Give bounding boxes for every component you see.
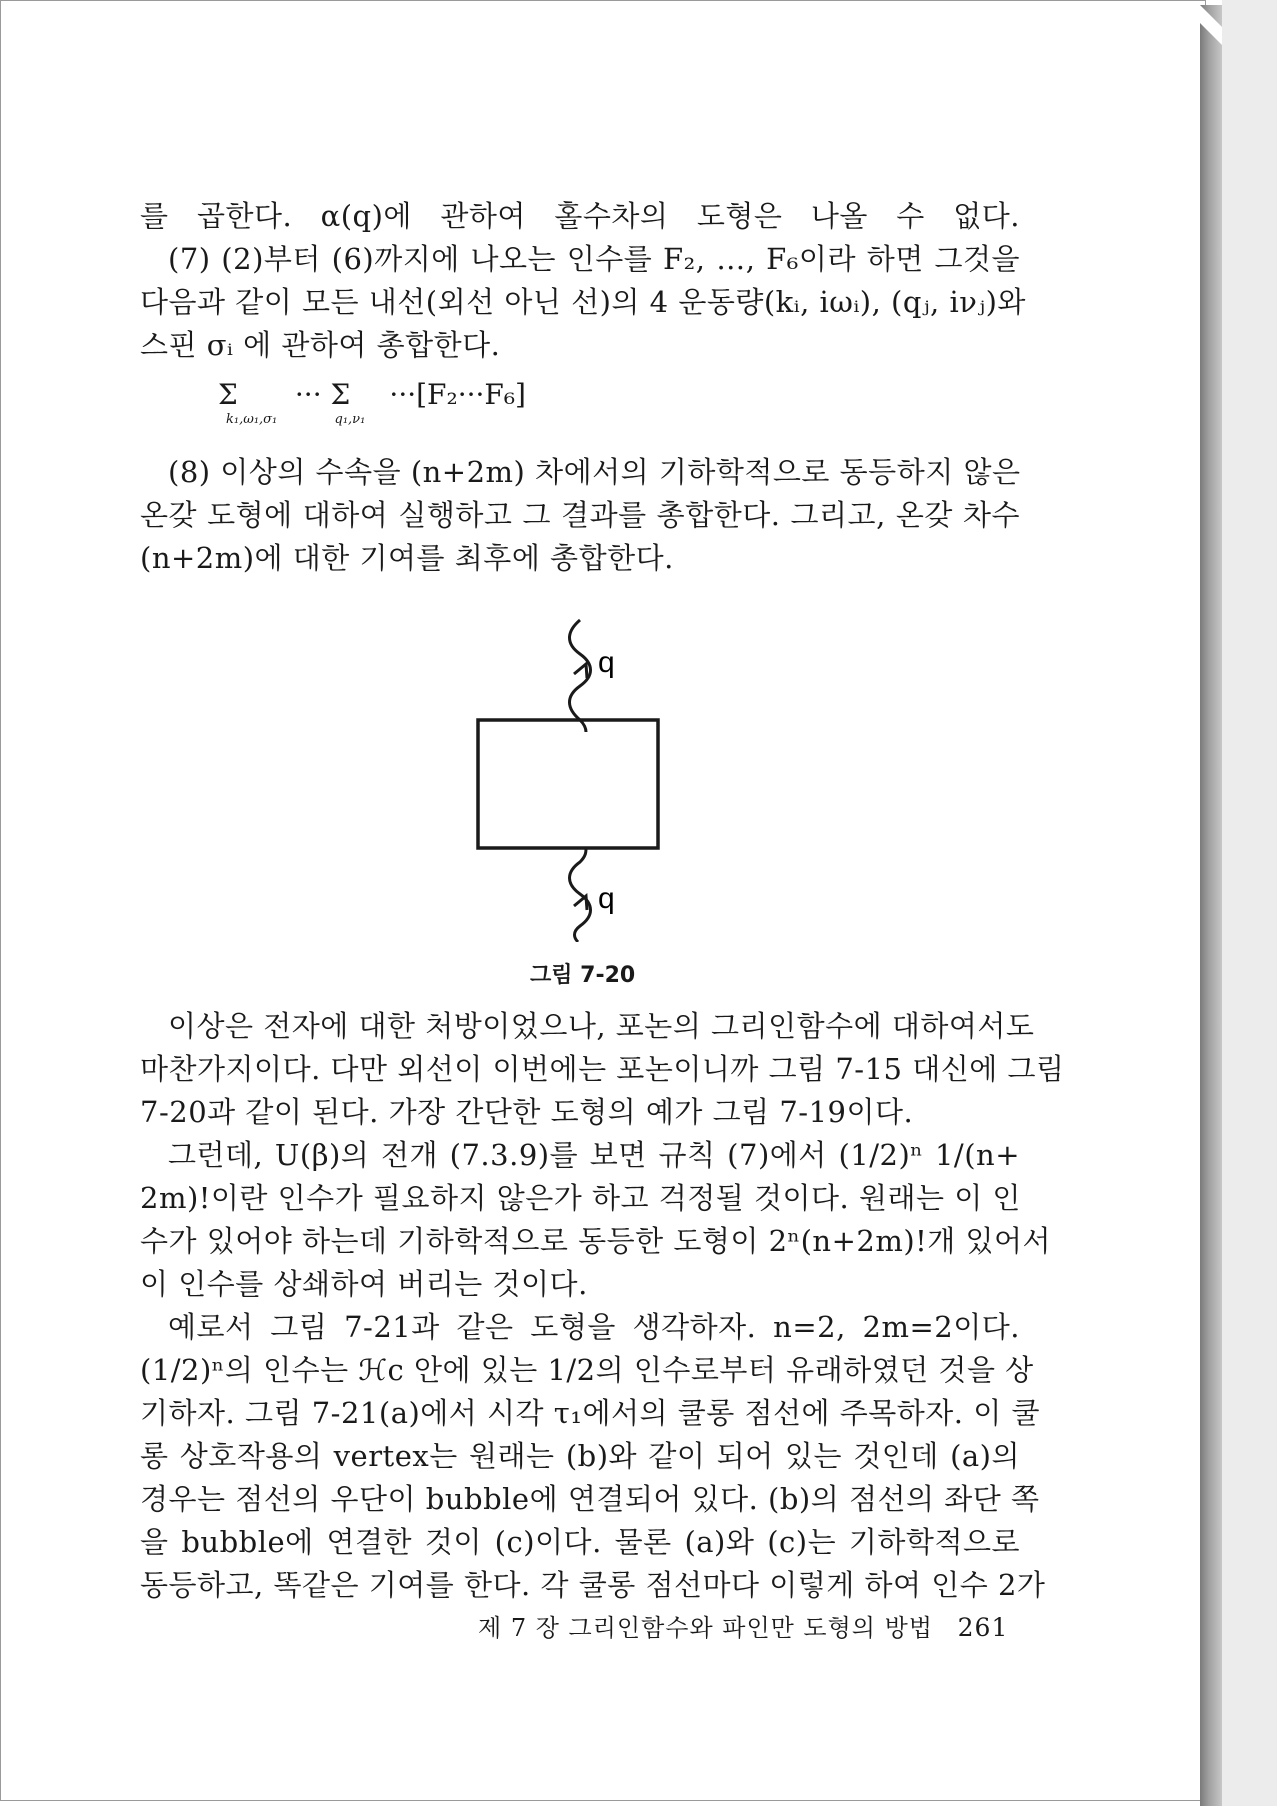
text-line: 온갖 도형에 대하여 실행하고 그 결과를 총합한다. 그리고, 온갖 차수 [140,498,1020,532]
text-line: 이 인수를 상쇄하여 버리는 것이다. [140,1267,588,1301]
bubble-box [478,720,658,848]
text-line: (n+2m)에 대한 기여를 최후에 총합한다. [140,541,674,575]
formula-tail: ···[F₂···F₆] [389,378,526,411]
feynman-diagram-figure [470,612,690,946]
text-line: 2m)!이란 인수가 필요하지 않은가 하고 걱정될 것이다. 원래는 이 인 [140,1181,1021,1215]
text-line: 기하자. 그림 7-21(a)에서 시각 τ₁에서의 쿨롱 점선에 주목하자. 이 쿨 [140,1396,1040,1430]
text-line: 이상은 전자에 대한 처방이었으나, 포논의 그리인함수에 대하여서도 [168,1009,1035,1043]
arrow-bottom [574,896,587,910]
text-line: (8) 이상의 수속을 (n+2m) 차에서의 기하학적으로 동등하지 않은 [168,455,1021,489]
page-number: 261 [957,1613,1009,1642]
sum-symbol-2: Σ q₁,ν₁ [330,378,366,427]
text-line: 수가 있어야 하는데 기하학적으로 동등한 도형이 2ⁿ(n+2m)!개 있어서 [140,1224,1052,1258]
label-q-top: q [598,646,615,679]
paragraph-phonon [140,1005,1065,1134]
text-line: 를 곱한다. α(q)에 관하여 홀수차의 도형은 나올 수 없다. [140,199,1020,233]
arrow-top [574,664,587,678]
diagram-svg [470,612,690,942]
text-line: 7-20과 같이 된다. 가장 간단한 도형의 예가 그림 7-19이다. [140,1095,914,1129]
text-line: (7) (2)부터 (6)까지에 나오는 인수를 F₂, …, F₆이라 하면 그것을 [168,242,1020,276]
paragraph-example [140,1306,1046,1607]
sum-subscript-2: q₁,ν₁ [334,412,366,427]
text-line: 그런데, U(β)의 전개 (7.3.9)를 보면 규칙 (7)에서 (1/2)ⁿ 1/(n+ [168,1138,1020,1172]
page-edge-shadow [1200,5,1222,1806]
sum-subscript-1: k₁,ω₁,σ₁ [226,412,278,427]
text-line: 예로서 그림 7-21과 같은 도형을 생각하자. n=2, 2m=2이다. [168,1310,1020,1344]
summation-formula [218,378,526,438]
page-background-margin [1222,0,1277,1806]
formula-dots: ··· [294,378,322,411]
page-footer [478,1608,1008,1643]
sum-symbol-1: Σ k₁,ω₁,σ₁ [218,378,278,427]
text-line: 을 bubble에 연결한 것이 (c)이다. 물론 (a)와 (c)는 기하학적으로 [140,1525,1020,1559]
paragraph-rule-8 [140,451,1020,580]
text-line: 마찬가지이다. 다만 외선이 이번에는 포논이니까 그림 7-15 대신에 그림 [140,1052,1065,1086]
paragraph-rule-7 [140,195,1026,367]
running-head: 제 7 장 그리인함수와 파인만 도형의 방법 [478,1614,933,1642]
text-line: 롱 상호작용의 vertex는 원래는 (b)와 같이 되어 있는 것인데 (a)의 [140,1439,1020,1473]
text-line: 동등하고, 똑같은 기여를 한다. 각 쿨롱 점선마다 이렇게 하여 인수 2가 [140,1568,1046,1602]
paragraph-expansion [140,1134,1052,1306]
figure-caption: 그림 7-20 [530,963,636,988]
text-line: 경우는 점선의 우단이 bubble에 연결되어 있다. (b)의 점선의 좌단 쪽 [140,1482,1040,1516]
label-q-bottom: q [598,882,615,915]
text-line: 다음과 같이 모든 내선(외선 아닌 선)의 4 운동량(kᵢ, iωᵢ), (qⱼ, iνⱼ)와 [140,285,1026,319]
text-line: 스핀 σᵢ 에 관하여 총합한다. [140,328,501,362]
text-line: (1/2)ⁿ의 인수는 ℋc 안에 있는 1/2의 인수로부터 유래하였던 것을 상 [140,1353,1034,1387]
